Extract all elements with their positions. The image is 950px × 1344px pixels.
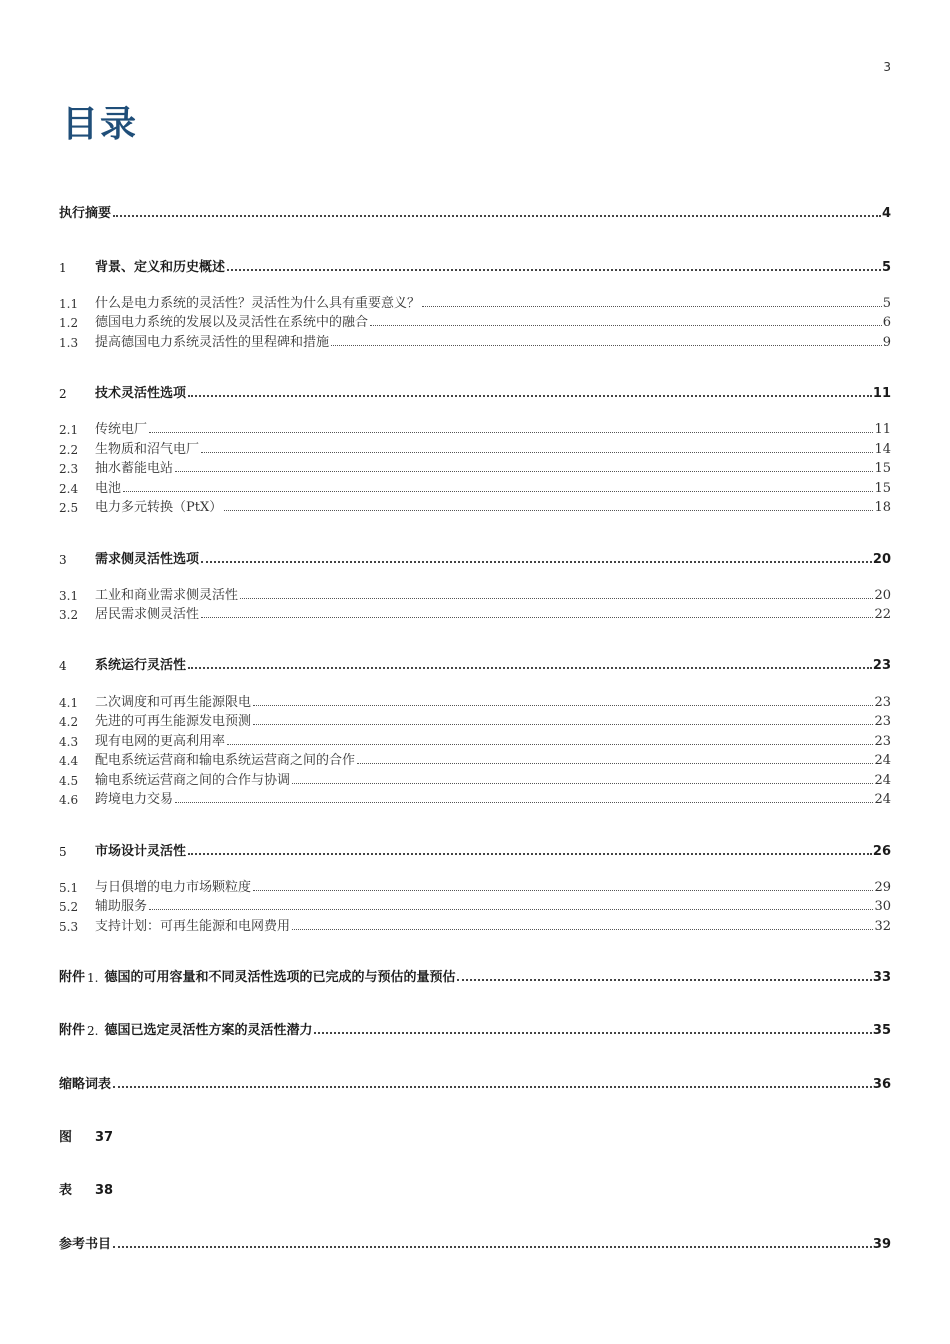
- page-title: 目录: [62, 104, 139, 145]
- dot-leader: [123, 489, 873, 492]
- toc-entry-label: 参考书目: [59, 1237, 112, 1252]
- toc-entry-page: 24: [874, 792, 891, 807]
- dot-leader: [357, 761, 873, 764]
- dot-leader: [314, 1030, 871, 1034]
- toc-entry-label: 缩略词表: [59, 1077, 112, 1092]
- dot-leader: [422, 304, 882, 307]
- dot-leader: [188, 393, 872, 397]
- toc-entry-2-4[interactable]: [59, 476, 891, 496]
- toc-entry-number: 4.6: [59, 793, 79, 807]
- toc-entry-page: 5: [882, 296, 891, 311]
- toc-entry-number: 5.1: [59, 881, 79, 895]
- toc-entry-number: 4.5: [59, 774, 79, 788]
- dot-leader: [292, 927, 873, 930]
- toc-entry-1-2[interactable]: [59, 310, 891, 330]
- toc-entry-4-6[interactable]: [59, 787, 891, 807]
- toc-entry-number: 4: [59, 659, 67, 673]
- toc-entry-prefix: 附件: [59, 1023, 86, 1038]
- toc-entry-section-5[interactable]: [59, 839, 891, 859]
- toc-entry-figures[interactable]: [59, 1125, 891, 1145]
- toc-entry-label: 提高德国电力系统灵活性的里程碑和措施: [95, 335, 330, 350]
- toc-entry-page: 30: [874, 899, 891, 914]
- toc-entry-label: 德国的可用容量和不同灵活性选项的已完成的与预估的量预估: [104, 970, 456, 985]
- toc-entry-abbreviations[interactable]: [59, 1072, 891, 1092]
- toc-entry-label: 市场设计灵活性: [95, 844, 187, 859]
- toc-entry-tables[interactable]: [59, 1178, 891, 1198]
- toc-entry-page: 23: [874, 714, 891, 729]
- toc-entry-number: 2: [59, 387, 67, 401]
- toc-entry-page: 23: [874, 734, 891, 749]
- toc-entry-label: 配电系统运营商和输电系统运营商之间的合作: [95, 753, 356, 768]
- toc-entry-4-2[interactable]: [59, 709, 891, 729]
- toc-entry-number: 4.2: [59, 715, 79, 729]
- toc-entry-2-2[interactable]: [59, 437, 891, 457]
- toc-entry-label: 什么是电力系统的灵活性？灵活性为什么具有重要意义？: [95, 296, 421, 311]
- toc-entry-label: 传统电厂: [95, 422, 148, 437]
- toc-entry-page: 6: [882, 315, 891, 330]
- toc-entry-label: 表: [59, 1183, 73, 1198]
- toc-entry-page: 32: [874, 919, 891, 934]
- toc-entry-5-3[interactable]: [59, 914, 891, 934]
- dot-leader: [457, 977, 871, 981]
- toc-entry-label: 系统运行灵活性: [95, 658, 187, 673]
- toc-entry-page: 39: [872, 1237, 891, 1252]
- toc-entry-page: 29: [874, 880, 891, 895]
- toc-entry-page: 26: [872, 844, 891, 859]
- dot-leader: [113, 1244, 872, 1248]
- toc-entry-label: 德国电力系统的发展以及灵活性在系统中的融合: [95, 315, 369, 330]
- toc-entry-number: 3.1: [59, 589, 79, 603]
- dot-leader: [253, 722, 873, 725]
- toc-entry-page: 33: [872, 970, 891, 985]
- toc-entry-number: 1: [59, 261, 67, 275]
- dot-leader: [113, 213, 881, 217]
- toc-entry-1-1[interactable]: [59, 291, 891, 311]
- dot-leader: [240, 596, 873, 599]
- dot-leader: [227, 267, 881, 271]
- dot-leader: [149, 907, 873, 910]
- toc-entry-number: 2.4: [59, 482, 79, 496]
- toc-entry-summary[interactable]: [59, 201, 891, 221]
- toc-entry-number: 2.2: [59, 443, 79, 457]
- toc-entry-number: 3: [59, 553, 67, 567]
- toc-entry-3-1[interactable]: [59, 583, 891, 603]
- dot-leader: [224, 508, 873, 511]
- toc-entry-appendix-2[interactable]: [59, 1018, 891, 1038]
- toc-entry-number: 5.2: [59, 900, 79, 914]
- toc-entry-page: 14: [874, 442, 891, 457]
- dot-leader: [188, 665, 872, 669]
- toc-entry-number: 1.3: [59, 336, 79, 350]
- toc-entry-label: 需求侧灵活性选项: [95, 552, 200, 567]
- dot-leader: [370, 323, 882, 326]
- toc-entry-section-4[interactable]: [59, 653, 891, 673]
- toc-entry-page: 36: [872, 1077, 891, 1092]
- toc-entry-number: 4.3: [59, 735, 79, 749]
- dot-leader: [201, 615, 873, 618]
- toc-entry-2-3[interactable]: [59, 456, 891, 476]
- toc-entry-references[interactable]: [59, 1232, 891, 1252]
- toc-entry-4-4[interactable]: [59, 748, 891, 768]
- toc-entry-page: 11: [874, 422, 891, 437]
- toc-entry-page: 35: [872, 1023, 891, 1038]
- toc-entry-4-1[interactable]: [59, 690, 891, 710]
- toc-entry-number: 4.4: [59, 754, 79, 768]
- toc-entry-section-1[interactable]: [59, 255, 891, 275]
- toc-entry-label: 先进的可再生能源发电预测: [95, 714, 252, 729]
- dot-leader: [227, 742, 873, 745]
- toc-entry-number: 5.3: [59, 920, 79, 934]
- toc-entry-page: 9: [882, 335, 891, 350]
- toc-entry-page: 22: [874, 607, 891, 622]
- dot-leader: [331, 343, 882, 346]
- toc-entry-page: 20: [872, 552, 891, 567]
- dot-leader: [149, 430, 873, 433]
- toc-entry-label: 与日俱增的电力市场颗粒度: [95, 880, 252, 895]
- toc-entry-number: 2.5: [59, 501, 79, 515]
- toc-entry-label: 背景、定义和历史概述: [95, 260, 226, 275]
- toc-entry-page: 15: [874, 481, 891, 496]
- toc-entry-section-3[interactable]: [59, 547, 891, 567]
- toc-entry-label: 现有电网的更高利用率: [95, 734, 226, 749]
- dot-leader: [175, 469, 873, 472]
- toc-entry-label: 生物质和沼气电厂: [95, 442, 200, 457]
- toc-entry-number: 4.1: [59, 696, 79, 710]
- toc-entry-page: 23: [872, 658, 891, 673]
- toc-entry-number: 2.: [87, 1024, 99, 1038]
- toc-entry-label: 支持计划：可再生能源和电网费用: [95, 919, 291, 934]
- toc-entry-number: 2.3: [59, 462, 79, 476]
- toc-entry-prefix: 附件: [59, 970, 86, 985]
- toc-entry-page: 38: [95, 1183, 114, 1198]
- toc-entry-page: 4: [881, 206, 891, 221]
- toc-entry-label: 辅助服务: [95, 899, 148, 914]
- toc-entry-label: 执行摘要: [59, 206, 112, 221]
- toc-entry-4-5[interactable]: [59, 768, 891, 788]
- dot-leader: [201, 450, 873, 453]
- toc-entry-4-3[interactable]: [59, 729, 891, 749]
- toc-entry-label: 图: [59, 1130, 73, 1145]
- toc-entry-label: 技术灵活性选项: [95, 386, 187, 401]
- toc-entry-page: 24: [874, 753, 891, 768]
- dot-leader: [201, 559, 872, 563]
- dot-leader: [113, 1084, 872, 1088]
- toc-entry-label: 电池: [95, 481, 122, 496]
- toc-entry-number: 3.2: [59, 608, 79, 622]
- toc-entry-section-2[interactable]: [59, 381, 891, 401]
- toc-entry-page: 24: [874, 773, 891, 788]
- toc-entry-label: 电力多元转换（PtX）: [95, 500, 223, 515]
- toc-entry-5-1[interactable]: [59, 875, 891, 895]
- toc-entry-appendix-1[interactable]: [59, 965, 891, 985]
- toc-entry-label: 工业和商业需求侧灵活性: [95, 588, 239, 603]
- toc-entry-label: 跨境电力交易: [95, 792, 174, 807]
- dot-leader: [292, 781, 873, 784]
- toc-entry-label: 抽水蓄能电站: [95, 461, 174, 476]
- toc-entry-number: 1.2: [59, 316, 79, 330]
- dot-leader: [253, 703, 873, 706]
- toc-entry-number: 1.: [87, 971, 99, 985]
- toc-entry-page: 11: [872, 386, 891, 401]
- toc-entry-2-5[interactable]: [59, 495, 891, 515]
- toc-entry-page: 15: [874, 461, 891, 476]
- toc-entry-page: 20: [874, 588, 891, 603]
- toc-entry-2-1[interactable]: [59, 417, 891, 437]
- toc-entry-label: 输电系统运营商之间的合作与协调: [95, 773, 291, 788]
- toc-entry-page: 23: [874, 695, 891, 710]
- toc-entry-label: 二次调度和可再生能源限电: [95, 695, 252, 710]
- dot-leader: [188, 851, 872, 855]
- toc-entry-label: 居民需求侧灵活性: [95, 607, 200, 622]
- toc-entry-number: 2.1: [59, 423, 79, 437]
- page-number: 3: [883, 60, 891, 74]
- toc-entry-page: 18: [874, 500, 891, 515]
- dot-leader: [175, 800, 873, 803]
- toc-entry-5-2[interactable]: [59, 894, 891, 914]
- dot-leader: [253, 888, 873, 891]
- toc-entry-page: 5: [881, 260, 891, 275]
- toc-entry-number: 1.1: [59, 297, 79, 311]
- toc-entry-number: 5: [59, 845, 67, 859]
- toc-entry-page: 37: [95, 1130, 114, 1145]
- toc-entry-3-2[interactable]: [59, 602, 891, 622]
- toc-entry-label: 德国已选定灵活性方案的灵活性潜力: [104, 1023, 313, 1038]
- toc-entry-1-3[interactable]: [59, 330, 891, 350]
